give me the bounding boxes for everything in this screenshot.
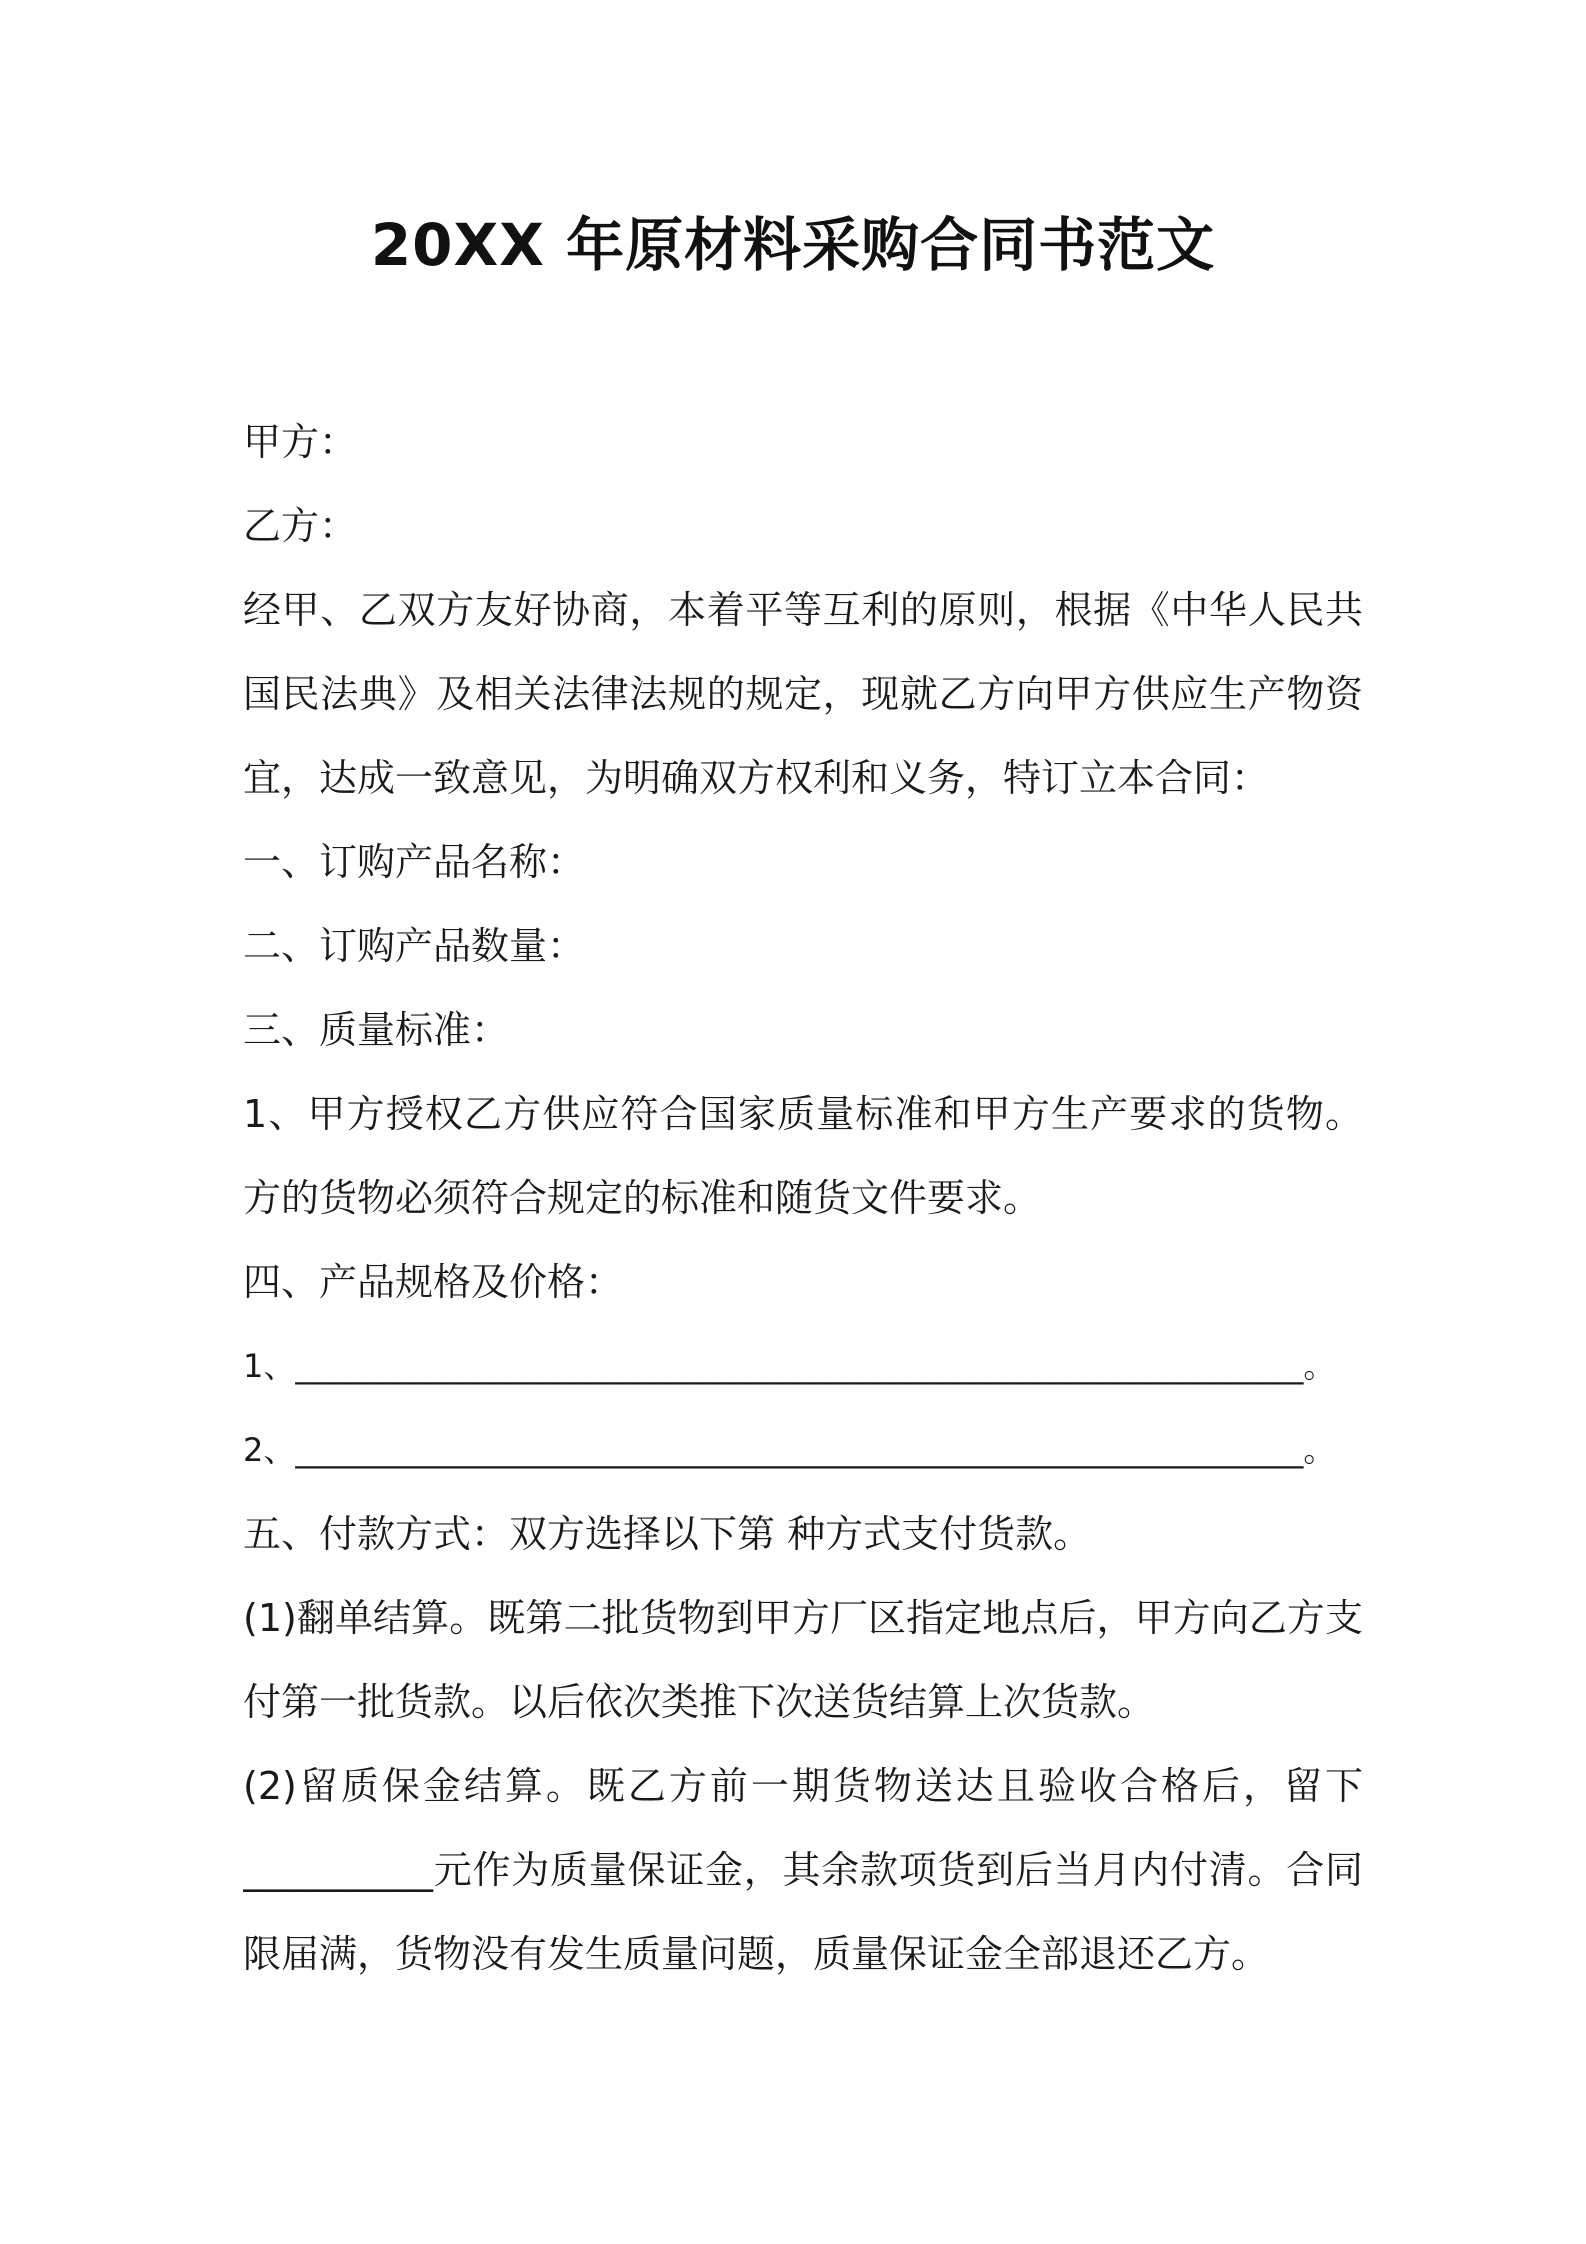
preamble-line-2: 国民法典》及相关法律法规的规定，现就乙方向甲方供应生产物资 <box>243 672 1363 716</box>
section-quality-standard: 三、质量标准： <box>243 1008 510 1052</box>
spec-item-2: 2、_______________________________________________________________。 <box>243 1431 1336 1469</box>
document-title: 20XX 年原材料采购合同书范文 <box>370 211 1216 279</box>
document-body <box>243 400 1363 1996</box>
preamble-line-1: 经甲、乙双方友好协商，本着平等互利的原则，根据《中华人民共 <box>243 588 1363 632</box>
section-spec-price: 四、产品规格及价格： <box>243 1260 624 1304</box>
section-product-quantity: 二、订购产品数量： <box>243 924 586 968</box>
payment-option-2-line-3: 限届满，货物没有发生质量问题，质量保证金全部退还乙方。 <box>243 1932 1270 1976</box>
spec-item-1: 1、_______________________________________________________________。 <box>243 1347 1336 1385</box>
quality-clause-line-1: 1、甲方授权乙方供应符合国家质量标准和甲方生产要求的货物。 <box>243 1092 1363 1136</box>
section-payment-method: 五、付款方式：双方选择以下第 种方式支付货款。 <box>243 1512 1092 1556</box>
payment-option-1-line-1: (1)翻单结算。既第二批货物到甲方厂区指定地点后，甲方向乙方支 <box>243 1596 1363 1640</box>
section-product-name: 一、订购产品名称： <box>243 840 586 884</box>
party-b-line: 乙方： <box>243 504 358 548</box>
payment-option-2-line-1: (2)留质保金结算。既乙方前一期货物送达且验收合格后，留下 <box>243 1764 1363 1808</box>
party-a-line: 甲方： <box>243 420 358 464</box>
preamble-line-3: 宜，达成一致意见，为明确双方权利和义务，特订立本合同： <box>243 756 1270 800</box>
quality-clause-line-2: 方的货物必须符合规定的标准和随货文件要求。 <box>243 1176 1042 1220</box>
payment-option-1-line-2: 付第一批货款。以后依次类推下次送货结算上次货款。 <box>243 1680 1156 1724</box>
payment-option-2-line-2: __________元作为质量保证金，其余款项货到后当月内付清。合同 <box>243 1848 1363 1892</box>
